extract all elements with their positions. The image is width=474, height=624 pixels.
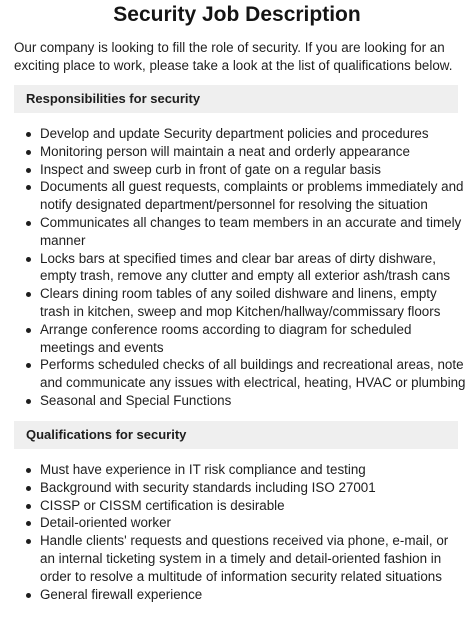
- intro-paragraph: Our company is looking to fill the role of security. If you are looking for an exciting place to work, please take a look at the list of qualifications below.: [14, 40, 453, 73]
- qualifications-header: Qualifications for security: [14, 421, 458, 449]
- bullet-icon: [26, 593, 31, 598]
- list-item-text: Must have experience in IT risk compliance and testing: [40, 462, 366, 477]
- list-item: [22, 392, 466, 410]
- responsibilities-header: Responsibilities for security: [14, 85, 458, 113]
- list-item-text: Arrange conference rooms according to diagram for scheduled meetings and events: [40, 321, 412, 355]
- list-item-text: Communicates all changes to team members in an accurate and timely manner: [40, 214, 462, 248]
- page-title: Security Job Description: [113, 3, 361, 26]
- list-item-text: Locks bars at specified times and clear bar areas of dirty dishware, empty trash, remove any clutter and empty all exterior ash/trash cans: [40, 250, 451, 284]
- list-item-text: Inspect and sweep curb in front of gate on a regular basis: [40, 161, 381, 177]
- bullet-icon: [26, 150, 31, 155]
- bullet-icon: [26, 292, 31, 297]
- list-item: [22, 514, 466, 532]
- list-item-text: Clears dining room tables of any soiled dishware and linens, empty trash in kitchen, sweep and mop Kitchen/hallway/commissary floors: [40, 286, 441, 319]
- list-item: [22, 161, 466, 179]
- list-item-text: Documents all guest requests, complaints or problems immediately and notify designated department/personnel for resolving the situation: [40, 179, 464, 213]
- list-item-text: CISSP or CISSM certification is desirable: [40, 497, 285, 513]
- list-item-text: Seasonal and Special Functions: [40, 392, 232, 408]
- list-item: [22, 532, 466, 585]
- bullet-icon: [26, 521, 31, 526]
- bullet-icon: [26, 328, 31, 333]
- bullet-icon: [26, 468, 31, 473]
- list-item: [22, 178, 466, 214]
- list-item-text: Performs scheduled checks of all buildings and recreational areas, note and communicate any issues with electrical, heating, HVAC or plumbing: [40, 357, 466, 391]
- list-item: [22, 285, 466, 321]
- list-item: [22, 356, 466, 392]
- bullet-icon: [26, 168, 31, 173]
- bullet-icon: [26, 504, 31, 509]
- list-item: [22, 461, 466, 479]
- bullet-icon: [26, 221, 31, 226]
- responsibilities-list: [22, 125, 466, 410]
- list-item: [22, 214, 466, 250]
- qualifications-list: [22, 461, 466, 603]
- list-item-text: Detail-oriented worker: [40, 515, 171, 531]
- list-item: [22, 479, 466, 497]
- list-item-text: Handle clients' requests and questions received via phone, e-mail, or an internal ticketing system in a timely and detail-oriented fashion in order to resolve a multitude of information security related situations: [40, 533, 449, 584]
- bullet-icon: [26, 486, 31, 491]
- list-item: [22, 586, 466, 604]
- bullet-icon: [26, 363, 31, 368]
- list-item: [22, 497, 466, 515]
- bullet-icon: [26, 185, 31, 190]
- list-item: [22, 321, 466, 357]
- list-item-text: General firewall experience: [40, 586, 203, 602]
- bullet-icon: [26, 257, 31, 262]
- list-item-text: Develop and update Security department policies and procedures: [40, 126, 429, 141]
- bullet-icon: [26, 132, 31, 137]
- bullet-icon: [26, 539, 31, 544]
- list-item: [22, 250, 466, 286]
- list-item: [22, 143, 466, 161]
- bullet-icon: [26, 399, 31, 404]
- list-item-text: Monitoring person will maintain a neat and orderly appearance: [40, 143, 410, 159]
- list-item: [22, 125, 466, 143]
- list-item-text: Background with security standards including ISO 27001: [40, 479, 376, 495]
